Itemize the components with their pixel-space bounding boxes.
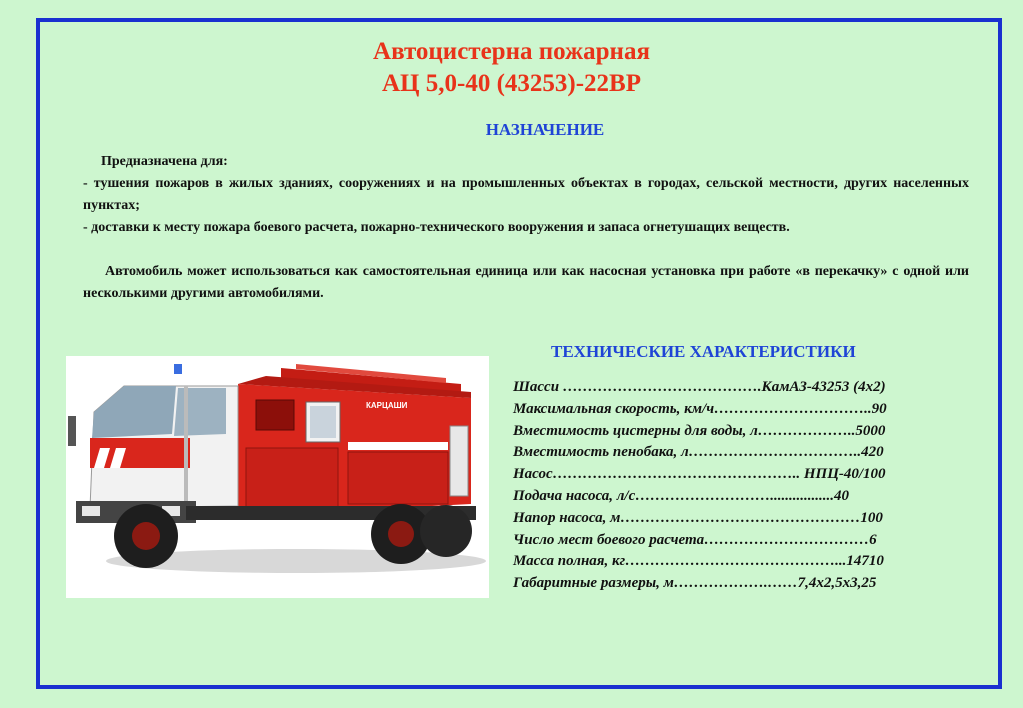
spec-crew-seats: Число мест боевого расчета……………………………6	[513, 531, 877, 548]
spec-pump: Насос………………………………………….. НПЦ-40/100	[513, 466, 886, 483]
tech-specs-list	[513, 377, 993, 595]
spec-dimensions: Габаритные размеры, м……………….……7,4х2,5х3,25	[513, 575, 877, 592]
tech-specs-heading: ТЕХНИЧЕСКИЕ ХАРАКТЕРИСТИКИ	[551, 342, 856, 361]
purpose-item-2: - доставки к месту пожара боевого расчета, пожарно-технического вооружения и запаса огнетушащих веществ.	[83, 220, 790, 235]
spec-chassis: Шасси ………………………………….КамАЗ-43253 (4х2)	[513, 379, 886, 395]
fire-truck-image	[66, 356, 489, 598]
spec-pump-flow: Подача насоса, л/с……………………….................40	[513, 487, 849, 504]
page-title: Автоцистерна пожарная	[373, 38, 650, 65]
spec-max-speed: Максимальная скорость, км/ч…………………………..90	[513, 400, 887, 417]
door-lettering: КАРЦАШИ	[366, 401, 408, 410]
spec-pump-head: Напор насоса, м…………………………………………100	[513, 509, 883, 526]
purpose-heading: НАЗНАЧЕНИЕ	[485, 120, 605, 139]
page-subtitle-model: АЦ 5,0-40 (43253)-22ВР	[382, 70, 641, 97]
purpose-lead: Предназначена для:	[101, 154, 228, 169]
fire-truck-illustration	[66, 356, 489, 598]
purpose-note: Автомобиль может использоваться как самостоятельная единица или как насосная установка при работе «в перекачку» с одной или несколькими другими автомобилями.	[83, 264, 969, 301]
spec-gross-mass: Масса полная, кг……………………………………...14710	[513, 553, 884, 570]
spec-water-tank: Вместимость цистерны для воды, л………………..5000	[513, 422, 886, 439]
spec-foam-tank: Вместимость пенобака, л……………………………..420	[513, 444, 884, 461]
purpose-item-1: - тушения пожаров в жилых зданиях, сооружениях и на промышленных объектах в городах, сельской местности, других населенных пунктах;	[83, 176, 969, 213]
